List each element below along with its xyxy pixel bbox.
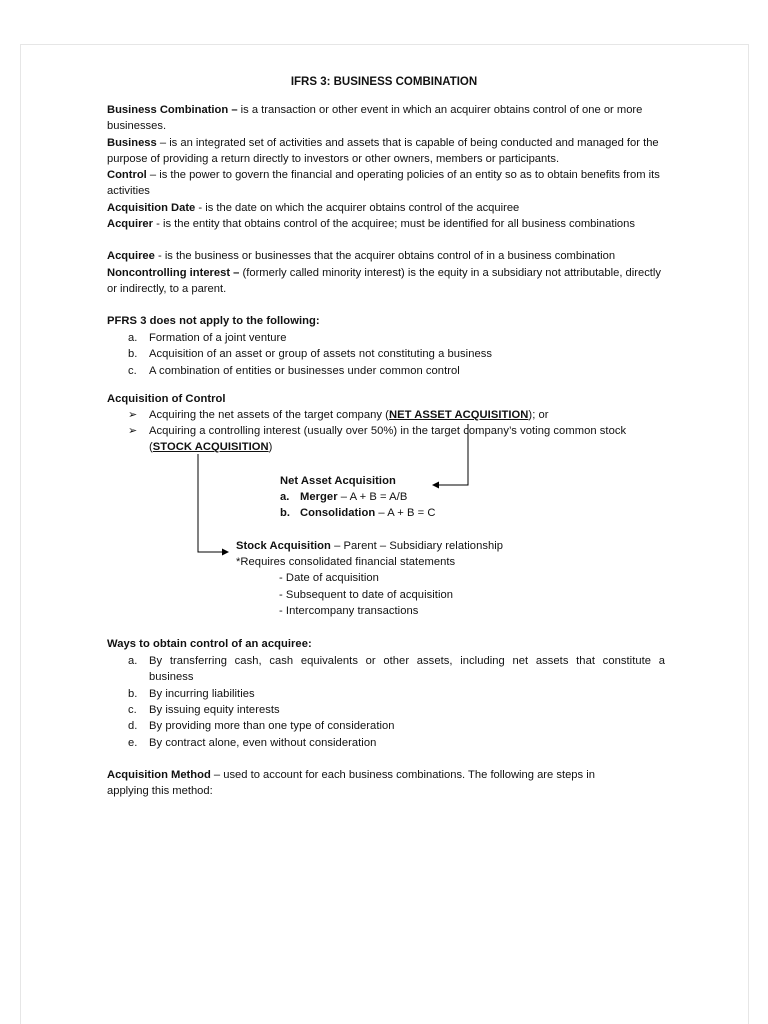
item-text: – Parent – Subsidiary relationship — [330, 540, 504, 552]
list-item: By issuing equity interests — [149, 704, 280, 716]
list-item: A combination of entities or businesses under common control — [149, 365, 460, 377]
definition-text: is a transaction or other event in which an acquirer obtains control of one or more businesses. — [107, 104, 643, 133]
definition-text: – is an integrated set of activities and assets that is capable of being conducted and managed for the purpose of providing a return directly to investors or other owners, members or participants. — [107, 137, 659, 166]
definition-business-combination — [107, 102, 667, 135]
item-term: Acquisition Method — [107, 769, 211, 781]
stock-note: *Requires consolidated financial statements — [236, 556, 456, 568]
list-item: By incurring liabilities — [149, 688, 255, 700]
bullet-text: Acquiring the net assets of the target company ( — [149, 409, 389, 421]
stock-subitem: - Intercompany transactions — [279, 605, 419, 617]
definition-term: Acquirer — [107, 218, 154, 230]
definition-term: Acquisition Date — [107, 202, 196, 214]
bullet-text: ); or — [528, 409, 549, 421]
control-bullet-net-asset — [149, 407, 549, 423]
item-text: – A + B = A/B — [337, 491, 408, 503]
definition-text: (formerly called minority interest) is the equity in a subsidiary not attributable, directly or indirectly, to a parent. — [107, 267, 661, 296]
definition-text: - is the date on which the acquirer obtains control of the acquiree — [195, 202, 520, 214]
list-marker: b. — [128, 348, 138, 360]
item-term: Consolidation — [300, 507, 376, 519]
list-marker: b. — [280, 507, 291, 519]
definition-term: Noncontrolling interest – — [107, 267, 240, 279]
stock-acquisition-label — [149, 439, 272, 455]
stock-acquisition-line — [236, 538, 503, 554]
list-marker: c. — [128, 365, 137, 377]
merger-item — [300, 489, 407, 505]
list-item: By providing more than one type of consideration — [149, 720, 395, 732]
item-text: – A + B = C — [375, 507, 436, 519]
document-title: IFRS 3: BUSINESS COMBINATION — [290, 76, 478, 88]
item-term: Stock Acquisition — [236, 540, 331, 552]
definition-acquisition-date — [107, 200, 667, 216]
definition-text: – is the power to govern the financial and operating policies of an entity so as to obtain benefits from its activities — [107, 169, 660, 198]
net-asset-acquisition-key: NET ASSET ACQUISITION — [388, 409, 529, 421]
stock-subitem: - Date of acquisition — [279, 572, 379, 584]
net-asset-heading: Net Asset Acquisition — [280, 475, 396, 487]
list-marker: a. — [128, 332, 138, 344]
ways-heading: Ways to obtain control of an acquiree: — [107, 638, 312, 650]
definition-control — [107, 167, 667, 200]
list-item: By contract alone, even without consideration — [149, 737, 377, 749]
definition-term: Acquiree — [107, 250, 155, 262]
list-item: By transferring cash, cash equivalents or other assets, including net assets that constitute a — [149, 655, 665, 667]
list-item: Formation of a joint venture — [149, 332, 287, 344]
list-marker: d. — [128, 720, 138, 732]
bullet-text: ( — [149, 441, 153, 453]
item-text: – used to account for each business combinations. The following are steps in applying this method: — [107, 769, 595, 798]
definition-term: Control — [107, 169, 147, 181]
list-marker: a. — [280, 491, 290, 503]
list-marker: a. — [128, 655, 138, 667]
list-marker: e. — [128, 737, 138, 749]
arrow-bullet-icon: ➢ — [128, 409, 138, 421]
stock-acquisition-key: STOCK ACQUISITION — [152, 441, 269, 453]
definition-term: Business — [107, 137, 157, 149]
definition-text: - is the business or businesses that the acquirer obtains control of in a business combination — [154, 250, 616, 262]
definition-acquirer — [107, 216, 667, 232]
consolidation-item — [300, 505, 436, 521]
definition-business — [107, 135, 667, 168]
list-marker: b. — [128, 688, 138, 700]
definition-term: Business Combination – — [107, 104, 238, 116]
control-bullet-stock: Acquiring a controlling interest (usually over 50%) in the target company’s voting common stock — [149, 425, 627, 437]
acquisition-method-paragraph — [107, 767, 637, 800]
pfrs-heading: PFRS 3 does not apply to the following: — [107, 315, 320, 327]
list-marker: c. — [128, 704, 137, 716]
bullet-text: ) — [268, 441, 273, 453]
list-item-continuation: business — [149, 671, 194, 683]
definition-noncontrolling-interest — [107, 265, 667, 298]
definition-acquiree — [107, 248, 667, 264]
list-item: Acquisition of an asset or group of assets not constituting a business — [149, 348, 493, 360]
definition-text: - is the entity that obtains control of the acquiree; must be identified for all business combinations — [153, 218, 635, 230]
item-term: Merger — [300, 491, 338, 503]
control-heading: Acquisition of Control — [107, 393, 226, 405]
stock-subitem: - Subsequent to date of acquisition — [279, 589, 454, 601]
arrow-bullet-icon: ➢ — [128, 425, 138, 437]
